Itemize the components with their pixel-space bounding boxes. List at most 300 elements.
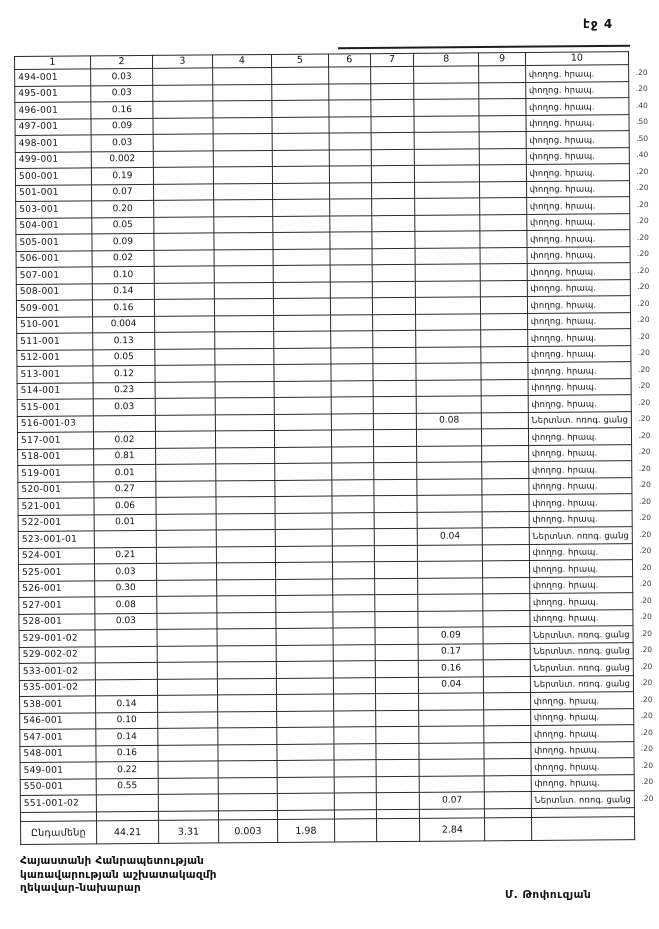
cell-col8-value: [417, 544, 482, 561]
cell-col2-value: 0.02: [93, 431, 156, 448]
cell-col2-value: [95, 662, 158, 679]
cell-col8-value: [414, 99, 479, 116]
cell-col5-value: [272, 166, 329, 183]
cell-col9-value: [480, 197, 526, 214]
cell-parcel-id: 513-001: [17, 366, 93, 383]
cell-col6-value: [333, 694, 375, 711]
cell-col6-value: [330, 347, 372, 364]
cell-col2-value: 0.01: [93, 464, 156, 481]
cell-col2-value: [95, 646, 158, 663]
cell-designation: փողոց. հրապ.: [526, 164, 630, 181]
cell-col6-value: [333, 710, 375, 727]
cell-col8-value: [416, 297, 481, 314]
cell-col5-value: [274, 397, 331, 414]
cell-col2-value: 0.08: [94, 596, 157, 613]
cell-col8-value: [417, 429, 482, 446]
cell-col7-value: [372, 215, 415, 232]
cell-col6-value: [331, 463, 373, 480]
spacer-cell: [278, 810, 335, 819]
cell-col9-value: [481, 379, 527, 396]
cell-col8-value: [414, 148, 479, 165]
cell-parcel-id: 548-001: [20, 745, 96, 762]
cell-col9-value: [480, 230, 526, 247]
cell-col2-value: 0.03: [90, 85, 153, 102]
margin-spacer: [629, 51, 659, 64]
cell-designation: փողոց. հրապ.: [525, 81, 629, 98]
cell-col7-value: [372, 297, 415, 314]
cell-col9-value: [483, 511, 529, 528]
margin-mark: .20: [637, 381, 650, 391]
cell-col2-value: 0.10: [95, 712, 158, 729]
cell-designation: Ներտնտ. ոռոգ. ցանց: [531, 791, 635, 808]
cell-col4-value: [212, 84, 272, 101]
cell-col7-value: [375, 693, 418, 710]
cell-col4-value: [216, 529, 276, 546]
cell-col2-value: 0.09: [91, 118, 154, 135]
cell-col3-value: [153, 117, 213, 134]
footer-signature-block: [20, 855, 217, 896]
cell-col9-value: [479, 65, 525, 82]
cell-parcel-id: 507-001: [16, 267, 92, 284]
cell-col3-value: [155, 315, 215, 332]
margin-mark: .20: [638, 529, 651, 539]
cell-parcel-id: 497-001: [15, 118, 91, 135]
footer-org-line-2: կառավարության աշխատակազմի: [20, 868, 217, 881]
cell-parcel-id: 511-001: [17, 333, 93, 350]
cell-col4-value: [215, 480, 275, 497]
cell-col5-value: [275, 430, 332, 447]
cell-col3-value: [158, 794, 218, 811]
margin-mark: .50: [635, 133, 648, 143]
margin-mark: .20: [637, 348, 650, 358]
cell-col8-value: [416, 396, 481, 413]
cell-parcel-id: 506-001: [16, 250, 92, 267]
cell-col4-value: [216, 546, 276, 563]
cell-col8-value: [419, 775, 484, 792]
cell-col6-value: [330, 281, 372, 298]
margin-mark: .20: [640, 694, 653, 704]
cell-col4-value: [212, 67, 272, 84]
cell-col4-value: [214, 249, 274, 266]
cell-designation: փողոց. հրապ.: [527, 296, 631, 313]
cell-col5-value: [277, 793, 334, 810]
cell-col3-value: [154, 266, 214, 283]
cell-designation: փողոց. հրապ.: [526, 213, 630, 230]
cell-col7-value: [373, 446, 416, 463]
cell-col9-value: [480, 247, 526, 264]
cell-designation: փողոց. հրապ.: [529, 510, 633, 527]
cell-col6-value: [330, 298, 372, 315]
total-col3: 3.31: [159, 819, 219, 842]
cell-col2-value: 0.16: [96, 745, 159, 762]
cell-col5-value: [273, 265, 330, 282]
cell-col7-value: [373, 330, 416, 347]
margin-mark: .20: [639, 595, 652, 605]
cell-col6-value: [331, 496, 373, 513]
cell-col4-value: [218, 793, 278, 810]
cell-col5-value: [277, 711, 334, 728]
cell-col6-value: [331, 446, 373, 463]
total-col4: 0.003: [218, 819, 278, 842]
total-col7: [376, 818, 419, 841]
cell-designation: Ներտնտ. ոռոգ. ցանց: [530, 675, 634, 692]
cell-parcel-id: 499-001: [15, 151, 91, 168]
cell-col9-value: [479, 98, 525, 115]
cell-col3-value: [154, 183, 214, 200]
cell-col6-value: [333, 727, 375, 744]
cell-parcel-id: 549-001: [20, 762, 96, 779]
cell-col2-value: 0.81: [93, 448, 156, 465]
cell-col2-value: [94, 530, 157, 547]
cell-col6-value: [330, 248, 372, 265]
cell-col6-value: [329, 199, 371, 216]
cell-col6-value: [332, 529, 374, 546]
cell-col2-value: [96, 794, 159, 811]
cell-col5-value: [273, 249, 330, 266]
cell-parcel-id: 523-001-01: [18, 531, 94, 548]
margin-mark: .20: [639, 678, 653, 688]
cell-col9-value: [483, 544, 529, 561]
margin-mark: .20: [639, 628, 652, 638]
cell-col3-value: [156, 414, 216, 431]
margin-mark: .20: [638, 546, 652, 556]
cell-designation: Ներտնտ. ոռոգ. ցանց: [530, 659, 634, 676]
cell-col9-value: [483, 610, 529, 627]
cell-col2-value: 0.13: [92, 332, 155, 349]
cell-parcel-id: 501-001: [16, 184, 92, 201]
cell-col8-value: [418, 561, 483, 578]
cell-col8-value: [417, 445, 482, 462]
cell-col2-value: 0.06: [94, 497, 157, 514]
cell-col4-value: [213, 133, 273, 150]
cell-col5-value: [272, 133, 329, 150]
cell-col9-value: [484, 643, 530, 660]
cell-col9-value: [484, 659, 530, 676]
cell-col4-value: [214, 282, 274, 299]
cell-col2-value: 0.23: [93, 382, 156, 399]
cell-col3-value: [155, 381, 215, 398]
cell-col5-value: [275, 496, 332, 513]
cell-col6-value: [331, 479, 373, 496]
cell-designation: փողոց. հրապ.: [531, 758, 635, 775]
margin-mark: .20: [639, 645, 652, 655]
cell-col4-value: [217, 678, 277, 695]
cell-col4-value: [215, 364, 275, 381]
cell-col4-value: [217, 661, 277, 678]
cell-col5-value: [274, 348, 331, 365]
cell-col3-value: [158, 678, 218, 695]
cell-col2-value: 0.21: [94, 547, 157, 564]
cell-col7-value: [371, 198, 414, 215]
margin-mark: .20: [639, 579, 652, 589]
cell-col9-value: [483, 593, 529, 610]
cell-col4-value: [215, 414, 275, 431]
cell-col9-value: [480, 148, 526, 165]
cell-col8-value: [414, 132, 479, 149]
cell-col8-value: [416, 313, 481, 330]
margin-mark: .20: [640, 727, 653, 737]
cell-col7-value: [375, 644, 418, 661]
cell-col8-value: [417, 462, 482, 479]
cell-col4-value: [214, 298, 274, 315]
cell-col3-value: [157, 596, 217, 613]
page-number: էջ 4: [583, 17, 614, 31]
cell-col5-value: [272, 117, 329, 134]
margin-mark: .20: [636, 265, 649, 275]
cell-col8-value: [418, 577, 483, 594]
cell-col4-value: [213, 232, 273, 249]
cell-col3-value: [157, 662, 217, 679]
cell-col5-value: [273, 232, 330, 249]
cell-col3-value: [153, 101, 213, 118]
cell-col5-value: [273, 282, 330, 299]
cell-col8-value: 0.04: [419, 676, 484, 693]
cell-col9-value: [481, 296, 527, 313]
cell-col6-value: [331, 397, 373, 414]
cell-col6-value: [333, 743, 375, 760]
cell-designation: փողոց. հրապ.: [527, 345, 631, 362]
cell-col6-value: [329, 182, 371, 199]
cell-col3-value: [157, 546, 217, 563]
cell-col4-value: [214, 315, 274, 332]
cell-col4-value: [218, 777, 278, 794]
cell-col3-value: [155, 365, 215, 382]
margin-mark: .20: [639, 661, 652, 671]
cell-col2-value: 0.12: [93, 365, 156, 382]
cell-parcel-id: 520-001: [18, 481, 94, 498]
total-col5: 1.98: [278, 819, 335, 842]
total-row: [21, 816, 659, 844]
cell-col5-value: [276, 612, 333, 629]
margin-mark: .20: [639, 612, 652, 622]
cell-col6-value: [331, 413, 373, 430]
cell-col3-value: [157, 612, 217, 629]
cell-parcel-id: 516-001-03: [17, 415, 93, 432]
cell-col9-value: [481, 362, 527, 379]
cell-col9-value: [485, 775, 531, 792]
cell-col7-value: [374, 462, 417, 479]
cell-col2-value: [95, 629, 158, 646]
cell-designation: փողոց. հրապ.: [526, 197, 630, 214]
cell-col3-value: [156, 530, 216, 547]
cell-col2-value: [93, 415, 156, 432]
cell-col6-value: [329, 166, 371, 183]
cell-col4-value: [215, 463, 275, 480]
cell-col6-value: [330, 314, 372, 331]
cell-col3-value: [156, 464, 216, 481]
cell-col7-value: [371, 182, 414, 199]
cell-col4-value: [216, 612, 276, 629]
cell-col9-value: [480, 131, 526, 148]
cell-col2-value: 0.03: [90, 68, 153, 85]
cell-col6-value: [332, 578, 374, 595]
cell-col3-value: [154, 216, 214, 233]
cell-col4-value: [217, 694, 277, 711]
cell-col9-value: [482, 478, 528, 495]
cell-col9-value: [481, 313, 527, 330]
cell-col5-value: [275, 513, 332, 530]
cell-col7-value: [371, 83, 414, 100]
cell-col4-value: [215, 430, 275, 447]
cell-designation: փողոց. հրապ.: [528, 461, 632, 478]
spacer-cell: [218, 810, 278, 819]
cell-designation: փողոց. հրապ.: [526, 114, 630, 131]
cell-col7-value: [372, 248, 415, 265]
cell-col3-value: [156, 497, 216, 514]
cell-designation: փողոց. հրապ.: [527, 263, 631, 280]
cell-col5-value: [272, 67, 329, 84]
margin-mark: .20: [638, 447, 651, 457]
cell-designation: փողոց. հրապ.: [529, 543, 633, 560]
margin-mark: .20: [636, 298, 650, 308]
cell-col4-value: [213, 183, 273, 200]
cell-designation: փողոց. հրապ.: [527, 279, 631, 296]
cell-designation: փողոց. հրապ.: [528, 395, 632, 412]
cell-parcel-id: 503-001: [16, 201, 92, 218]
cell-col9-value: [484, 709, 530, 726]
cell-col7-value: [374, 495, 417, 512]
cell-col9-value: [484, 725, 530, 742]
cell-col5-value: [276, 579, 333, 596]
cell-col6-value: [332, 611, 374, 628]
cell-col5-value: [274, 331, 331, 348]
cell-col7-value: [374, 561, 417, 578]
cell-col8-value: [414, 66, 479, 83]
cell-col5-value: [277, 744, 334, 761]
cell-col7-value: [375, 611, 418, 628]
column-header-10: 10: [525, 52, 629, 66]
cell-parcel-id: 551-001-02: [20, 795, 96, 812]
cell-col9-value: [484, 692, 530, 709]
cell-designation: փողոց. հրապ.: [528, 378, 632, 395]
margin-mark: .20: [640, 760, 653, 770]
cell-designation: փողոց. հրապ.: [527, 312, 631, 329]
cell-col6-value: [333, 644, 375, 661]
cell-col8-value: [416, 379, 481, 396]
cell-col2-value: 0.05: [93, 349, 156, 366]
column-header-4: 4: [212, 54, 272, 67]
margin-mark: .20: [637, 414, 651, 424]
cell-col6-value: [332, 545, 374, 562]
cell-col9-value: [479, 82, 525, 99]
cell-col4-value: [213, 199, 273, 216]
cell-col6-value: [328, 83, 370, 100]
cell-col8-value: [419, 726, 484, 743]
cell-col5-value: [276, 678, 333, 695]
cell-col9-value: [479, 115, 525, 132]
column-header-3: 3: [153, 55, 212, 68]
cell-col7-value: [376, 759, 419, 776]
cell-col6-value: [333, 628, 375, 645]
cell-col4-value: [216, 562, 276, 579]
margin-mark: .20: [640, 744, 653, 754]
cell-col5-value: [277, 727, 334, 744]
cell-designation: փողոց. հրապ.: [531, 774, 635, 791]
cell-col9-value: [483, 626, 529, 643]
cell-parcel-id: 515-001: [17, 399, 93, 416]
cell-col4-value: [214, 331, 274, 348]
cell-col3-value: [154, 200, 214, 217]
cell-col4-value: [216, 496, 276, 513]
cell-col7-value: [372, 314, 415, 331]
cell-col6-value: [328, 67, 370, 84]
cell-designation: փողոց. հրապ.: [527, 230, 631, 247]
cell-parcel-id: 500-001: [15, 168, 91, 185]
margin-mark: .20: [636, 183, 649, 193]
cell-col3-value: [153, 150, 213, 167]
cell-col5-value: [274, 381, 331, 398]
cell-col4-value: [215, 447, 275, 464]
cell-col8-value: [418, 610, 483, 627]
margin-mark: .40: [635, 150, 648, 160]
cell-col7-value: [371, 165, 414, 182]
cell-col7-value: [375, 594, 418, 611]
cell-col8-value: [415, 264, 480, 281]
cell-col8-value: 0.09: [418, 627, 483, 644]
cell-col6-value: [331, 430, 373, 447]
cell-col4-value: [214, 265, 274, 282]
cell-col6-value: [333, 677, 375, 694]
cell-col3-value: [156, 447, 216, 464]
cell-col3-value: [153, 68, 213, 85]
cell-designation: փողոց. հրապ.: [526, 98, 630, 115]
cell-parcel-id: 528-001: [19, 613, 95, 630]
cell-designation: փողոց. հրապ.: [530, 725, 634, 742]
cell-designation: փողոց. հրապ.: [528, 477, 632, 494]
cell-col7-value: [374, 545, 417, 562]
margin-mark: .20: [637, 397, 650, 407]
cell-col3-value: [154, 233, 214, 250]
cell-col6-value: [329, 133, 371, 150]
cell-col7-value: [376, 792, 419, 809]
spacer-cell: [159, 810, 218, 819]
cell-col4-value: [217, 628, 277, 645]
cell-col6-value: [334, 760, 376, 777]
cell-col3-value: [158, 777, 218, 794]
cell-col4-value: [217, 645, 277, 662]
cell-col7-value: [371, 116, 414, 133]
cell-col2-value: 0.03: [93, 398, 156, 415]
cell-col9-value: [483, 577, 529, 594]
margin-mark: .20: [636, 199, 649, 209]
cell-col5-value: [274, 315, 331, 332]
cell-col5-value: [274, 364, 331, 381]
cell-col3-value: [154, 167, 214, 184]
footer-org-line-1: Հայաստանի Հանրապետության: [20, 855, 205, 867]
cell-parcel-id: 495-001: [15, 85, 91, 102]
cell-col5-value: [275, 529, 332, 546]
cell-designation: փողոց. հրապ.: [530, 692, 634, 709]
cell-col6-value: [329, 215, 371, 232]
cell-col3-value: [153, 84, 213, 101]
cell-col4-value: [217, 727, 277, 744]
cell-col3-value: [157, 579, 217, 596]
cell-col2-value: 0.16: [92, 299, 155, 316]
cell-col9-value: [480, 164, 526, 181]
cell-designation: փողոց. հրապ.: [530, 609, 634, 626]
cell-col2-value: 0.02: [92, 250, 155, 267]
cell-col2-value: 0.16: [91, 101, 154, 118]
cell-col2-value: 0.20: [91, 200, 154, 217]
cell-col9-value: [481, 263, 527, 280]
margin-mark: .20: [639, 562, 652, 572]
cell-col3-value: [156, 513, 216, 530]
cell-parcel-id: 514-001: [17, 382, 93, 399]
cell-col9-value: [481, 346, 527, 363]
cell-col8-value: [419, 759, 484, 776]
cell-col7-value: [373, 396, 416, 413]
margin-mark: .20: [636, 216, 649, 226]
